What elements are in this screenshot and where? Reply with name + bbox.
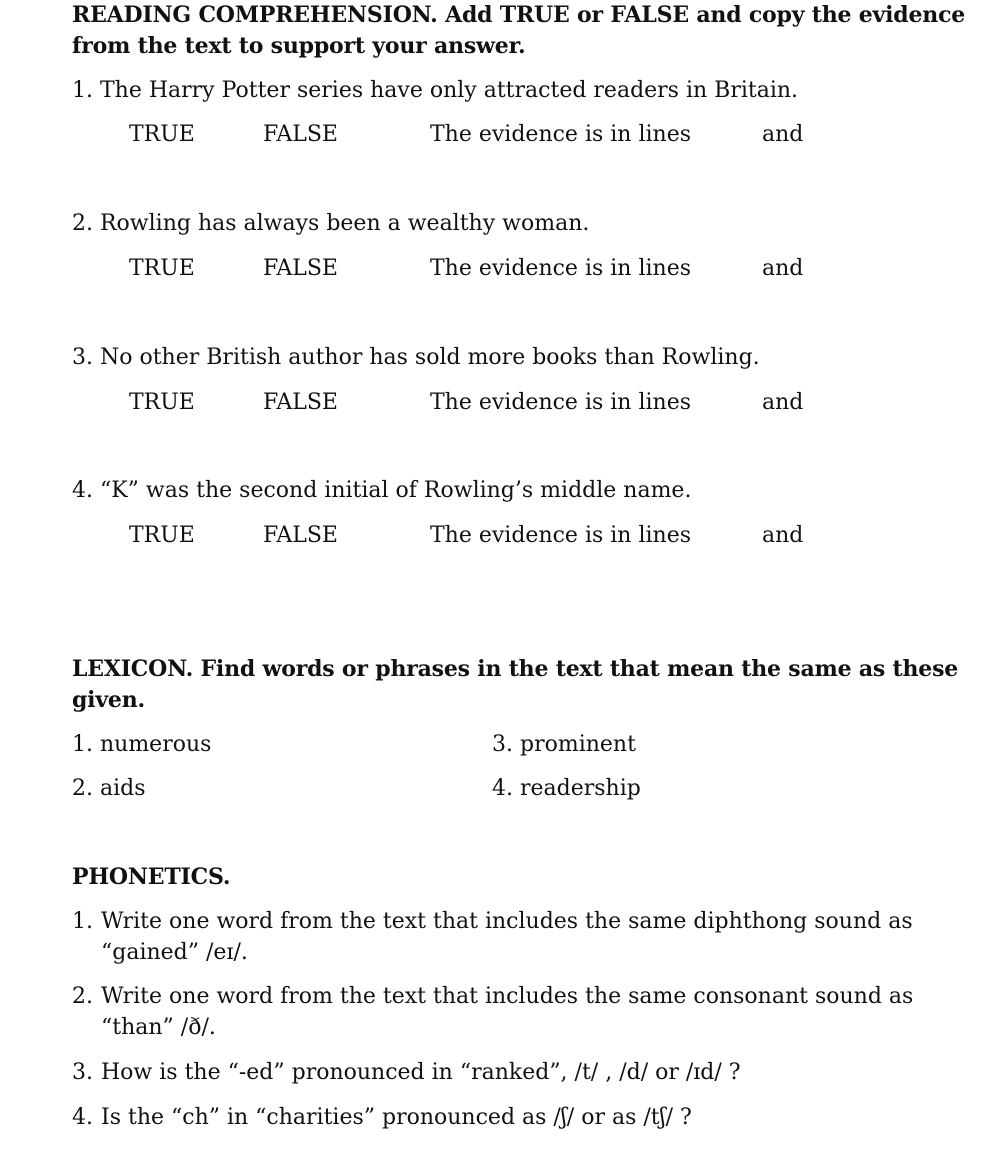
and-label-2: and [762, 256, 804, 281]
lexicon-item-2: 2. aids [72, 776, 146, 801]
phonetics-number-4: 4. [72, 1105, 93, 1130]
reading-question-1: 1. The Harry Potter series have only attracted readers in Britain. [72, 78, 799, 103]
lexicon-heading-line2: given. [72, 687, 145, 713]
true-option-4[interactable]: TRUE [129, 523, 195, 548]
evidence-label-4: The evidence is in lines [430, 523, 692, 548]
phonetics-item-1-line1: Write one word from the text that includes the same diphthong sound as [101, 909, 913, 934]
evidence-label-1: The evidence is in lines [430, 122, 692, 147]
true-option-2[interactable]: TRUE [129, 256, 195, 281]
lexicon-item-3: 3. prominent [492, 732, 636, 757]
phonetics-item-2-line1: Write one word from the text that includes the same consonant sound as [101, 984, 914, 1009]
lexicon-item-1: 1. numerous [72, 732, 212, 757]
phonetics-number-3: 3. [72, 1060, 93, 1085]
and-label-4: and [762, 523, 804, 548]
phonetics-heading: PHONETICS. [72, 864, 231, 890]
evidence-label-2: The evidence is in lines [430, 256, 692, 281]
phonetics-number-1: 1. [72, 909, 93, 934]
reading-question-3: 3. No other British author has sold more books than Rowling. [72, 345, 760, 370]
lexicon-item-4: 4. readership [492, 776, 641, 801]
phonetics-number-2: 2. [72, 984, 93, 1009]
lexicon-heading-line1: LEXICON. Find words or phrases in the text that mean the same as these [72, 656, 959, 682]
reading-heading-line2: from the text to support your answer. [72, 33, 526, 59]
false-option-2[interactable]: FALSE [263, 256, 338, 281]
phonetics-item-4: Is the “ch” in “charities” pronounced as /ʃ/ or as /tʃ/ ? [101, 1105, 692, 1130]
evidence-label-3: The evidence is in lines [430, 390, 692, 415]
phonetics-item-3: How is the “-ed” pronounced in “ranked”, /t/ , /d/ or /ɪd/ ? [101, 1060, 741, 1085]
true-option-3[interactable]: TRUE [129, 390, 195, 415]
and-label-3: and [762, 390, 804, 415]
phonetics-item-1-line2: “gained” /eɪ/. [101, 940, 248, 965]
false-option-4[interactable]: FALSE [263, 523, 338, 548]
and-label-1: and [762, 122, 804, 147]
reading-question-2: 2. Rowling has always been a wealthy woman. [72, 211, 590, 236]
false-option-1[interactable]: FALSE [263, 122, 338, 147]
phonetics-item-2-line2: “than” /ð/. [101, 1015, 216, 1040]
false-option-3[interactable]: FALSE [263, 390, 338, 415]
reading-question-4: 4. “K” was the second initial of Rowling’s middle name. [72, 478, 692, 503]
reading-heading-line1: READING COMPREHENSION. Add TRUE or FALSE and copy the evidence [72, 2, 966, 28]
true-option-1[interactable]: TRUE [129, 122, 195, 147]
